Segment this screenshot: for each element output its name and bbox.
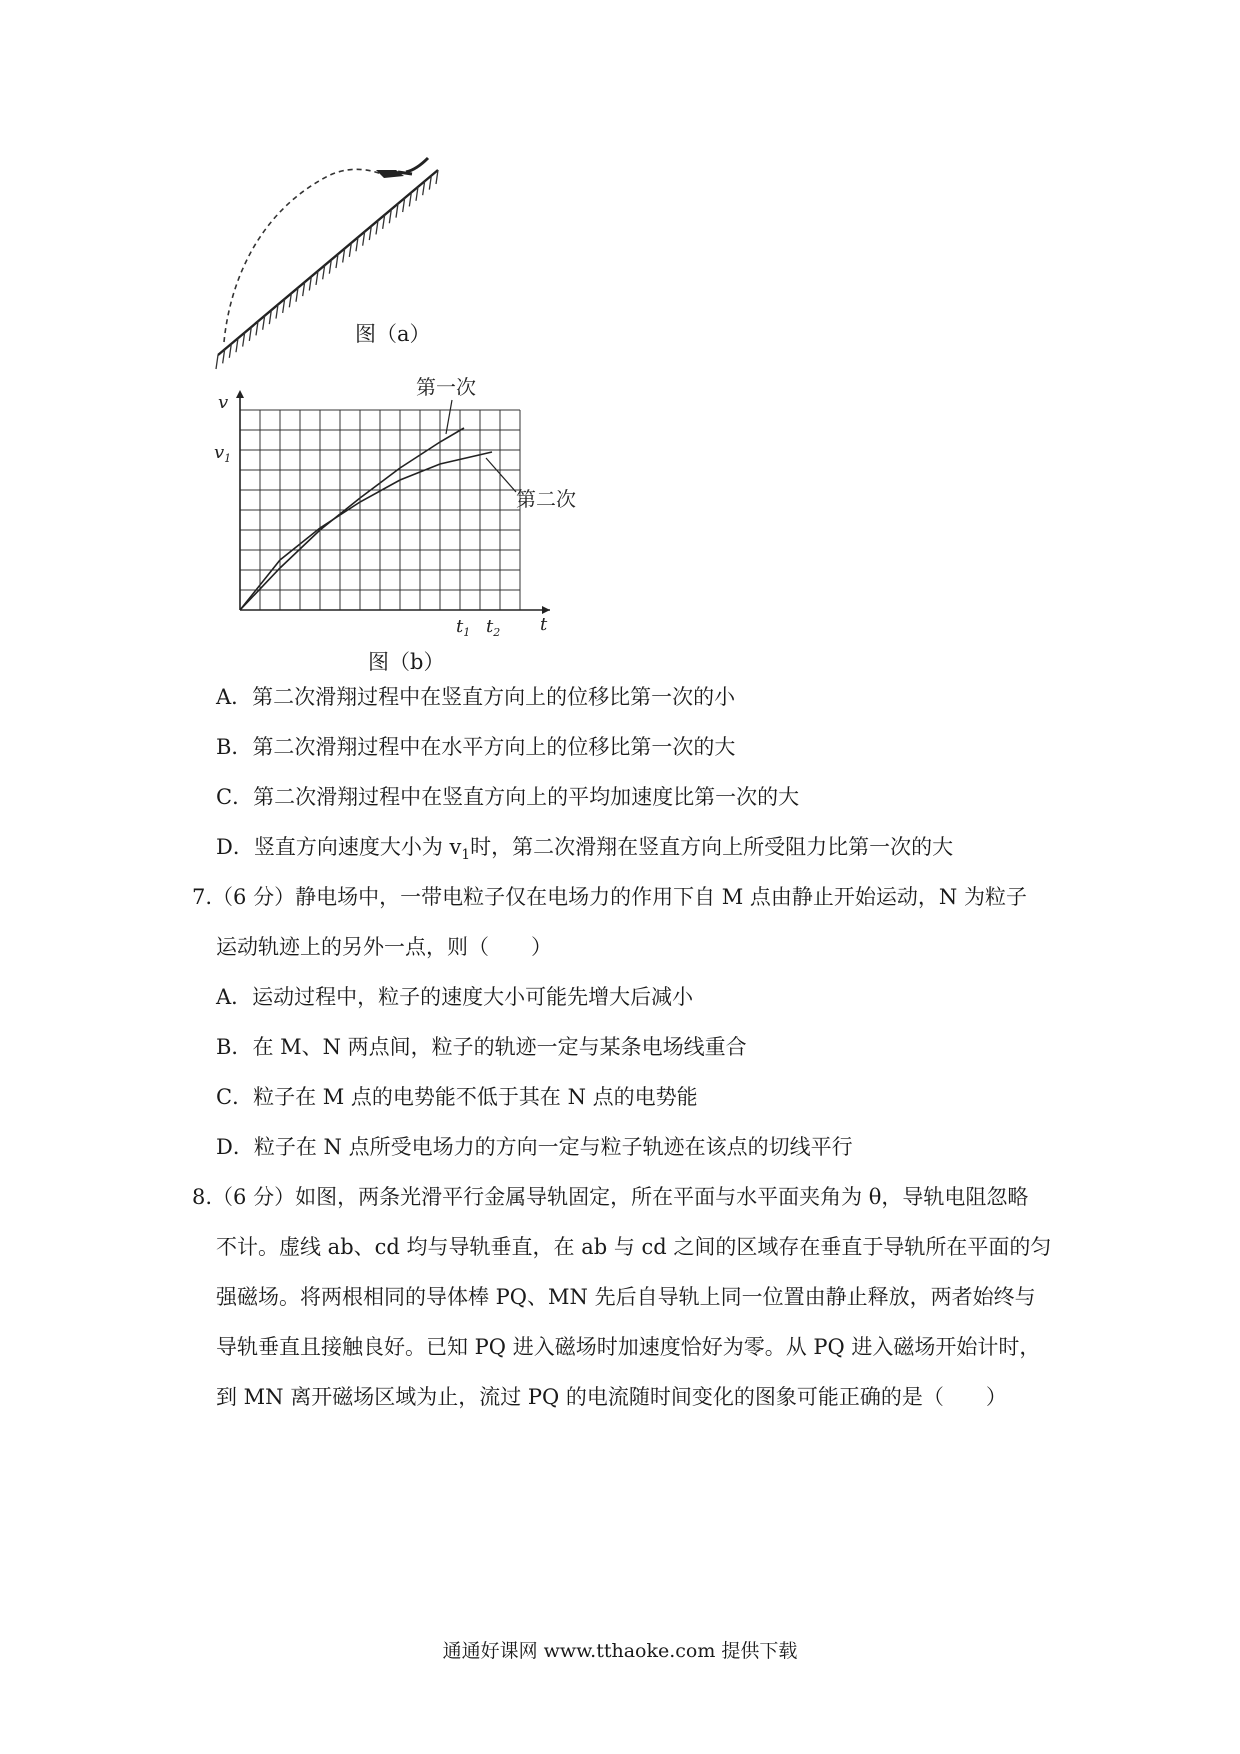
option-letter: C． xyxy=(216,1085,254,1109)
series-line-1 xyxy=(240,428,464,610)
q7-stem-line1 xyxy=(192,883,1027,911)
series1-label: 第一次 xyxy=(416,375,476,399)
series-line-2 xyxy=(240,452,492,610)
q6-option-c xyxy=(216,783,799,811)
q7-option-b xyxy=(216,1033,747,1061)
q8-stem-line4: 导轨垂直且接触良好。已知 PQ 进入磁场时加速度恰好为零。从 PQ 进入磁场开始计时， xyxy=(216,1335,1041,1359)
option-text-sub: 1 xyxy=(461,847,471,864)
figure-b xyxy=(210,375,630,690)
question-number: 7. xyxy=(192,885,213,909)
figure-b-caption: 图（b） xyxy=(368,650,445,674)
q7-option-d xyxy=(216,1133,853,1161)
q6-option-a xyxy=(216,683,735,711)
option-letter: B． xyxy=(216,1035,253,1059)
x-axis-label: t xyxy=(540,614,548,635)
velocity-time-chart xyxy=(210,375,630,650)
option-text-post: 时，第二次滑翔在竖直方向上所受阻力比第一次的大 xyxy=(470,835,954,859)
option-text: 粒子在 N 点所受电场力的方向一定与粒子轨迹在该点的切线平行 xyxy=(253,1135,853,1159)
series1-leader xyxy=(446,400,452,434)
option-text-pre: 竖直方向速度大小为 v xyxy=(253,835,462,859)
t2-tick-label: $t_2$ xyxy=(486,616,501,639)
option-letter: A． xyxy=(216,685,253,709)
q8-stem-line1 xyxy=(192,1183,1028,1211)
option-letter: D． xyxy=(216,1135,254,1159)
series2-leader xyxy=(486,458,516,492)
page-footer: 通通好课网 www.tthaoke.com 提供下载 xyxy=(442,1640,798,1662)
figure-a-caption: 图（a） xyxy=(355,322,431,346)
q7-stem-line2: 运动轨迹上的另外一点，则（ ） xyxy=(216,935,552,959)
option-text: 第二次滑翔过程中在竖直方向上的位移比第一次的小 xyxy=(252,685,736,709)
option-text: 在 M、N 两点间，粒子的轨迹一定与某条电场线重合 xyxy=(252,1035,747,1059)
question-text: （6 分）如图，两条光滑平行金属导轨固定，所在平面与水平面夹角为 θ，导轨电阻忽略 xyxy=(212,1185,1029,1209)
option-letter: C． xyxy=(216,785,254,809)
q8-stem-line2: 不计。虚线 ab、cd 均与导轨垂直，在 ab 与 cd 之间的区域存在垂直于导轨所在平面的匀 xyxy=(216,1235,1052,1259)
option-text: 粒子在 M 点的电势能不低于其在 N 点的电势能 xyxy=(253,1085,698,1109)
q7-option-c xyxy=(216,1083,698,1111)
question-number: 8. xyxy=(192,1185,213,1209)
y-axis-arrow xyxy=(236,390,244,398)
y-axis-label: v xyxy=(218,392,229,413)
option-letter: D． xyxy=(216,835,254,859)
q8-stem-line5: 到 MN 离开磁场区域为止，流过 PQ 的电流随时间变化的图象可能正确的是（ ） xyxy=(216,1385,1007,1409)
q7-option-a xyxy=(216,983,693,1011)
option-text: 第二次滑翔过程中在竖直方向上的平均加速度比第一次的大 xyxy=(253,785,800,809)
option-text: 运动过程中，粒子的速度大小可能先增大后减小 xyxy=(252,985,694,1009)
option-letter: A． xyxy=(216,985,253,1009)
x-axis-arrow xyxy=(542,606,550,614)
slope-hatch xyxy=(216,355,218,369)
series2-label: 第二次 xyxy=(516,487,576,511)
v1-tick-label: $v_1$ xyxy=(214,442,232,465)
t1-tick-label: $t_1$ xyxy=(456,616,471,639)
q6-option-b xyxy=(216,733,735,761)
figure-a xyxy=(200,150,460,370)
q6-option-d xyxy=(216,833,953,869)
question-text: （6 分）静电场中，一带电粒子仅在电场力的作用下自 M 点由静止开始运动，N 为粒子 xyxy=(212,885,1027,909)
option-letter: B． xyxy=(216,735,253,759)
option-text: 第二次滑翔过程中在水平方向上的位移比第一次的大 xyxy=(252,735,736,759)
q8-stem-line3: 强磁场。将两根相同的导体棒 PQ、MN 先后自导轨上同一位置由静止释放，两者始终与 xyxy=(216,1285,1036,1309)
